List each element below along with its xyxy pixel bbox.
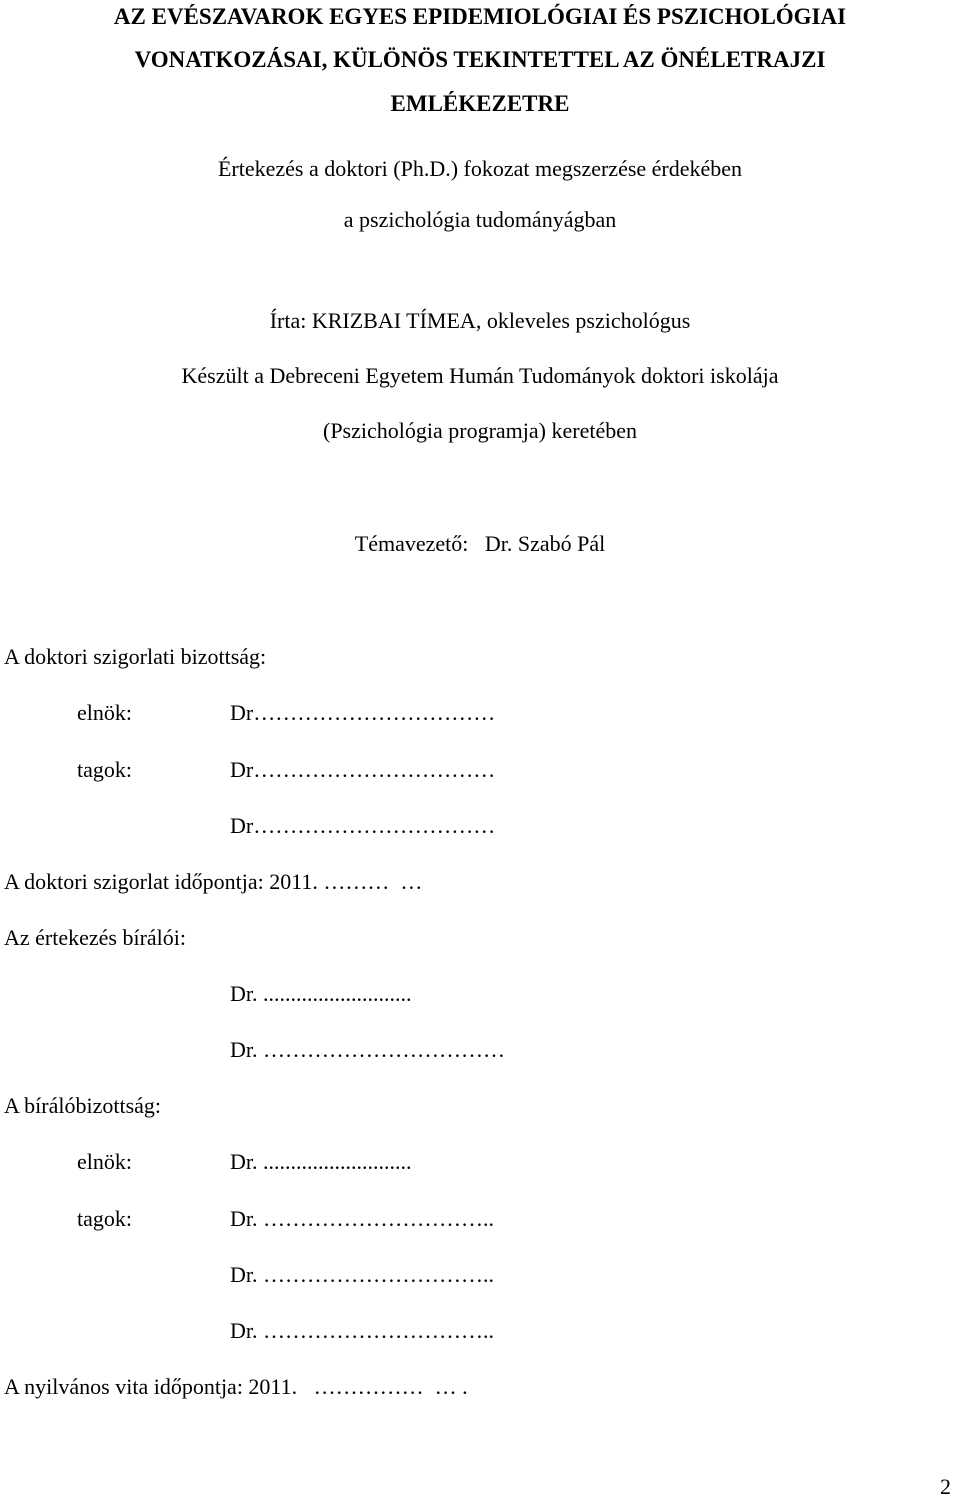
committee-member-2: Dr…………………………… (230, 813, 496, 838)
subtitle-line-2: a pszichológia tudományágban (343, 207, 617, 232)
author-line-2: Készült a Debreceni Egyetem Humán Tudományok doktori iskolája (181, 363, 779, 388)
title-line-2: VONATKOZÁSAI, KÜLÖNÖS TEKINTETTEL AZ ÖNÉLETRAJZI (134, 47, 826, 72)
subtitle-line-1: Értekezés a doktori (Ph.D.) fokozat megszerzése érdekében (217, 156, 743, 181)
title-line-1: AZ EVÉSZAVAROK EGYES EPIDEMIOLÓGIAI ÉS PSZICHOLÓGIAI (113, 4, 847, 29)
page-number: 2 (940, 1474, 951, 1499)
review-committee-member-1: Dr. ………………………….. (230, 1206, 494, 1231)
supervisor: Témavezető: Dr. Szabó Pál (354, 531, 606, 556)
reviewer-1: Dr. ........................... (230, 981, 412, 1006)
committee-chair-value: Dr…………………………… (230, 700, 496, 725)
author-line-1: Írta: KRIZBAI TÍMEA, okleveles pszichológus (269, 308, 691, 333)
reviewer-2: Dr. …………………………… (230, 1037, 505, 1062)
committee-members-label: tagok: (77, 757, 132, 782)
reviewers-heading: Az értekezés bírálói: (4, 925, 187, 950)
review-committee-chair-label: elnök: (77, 1149, 132, 1174)
review-committee-chair-value: Dr. ........................... (230, 1149, 412, 1174)
committee-member-1: Dr…………………………… (230, 757, 496, 782)
defense-date: A nyilvános vita időpontja: 2011. …………… … . (4, 1374, 468, 1399)
title-line-3: EMLÉKEZETRE (390, 91, 570, 116)
review-committee-member-3: Dr. ………………………….. (230, 1318, 494, 1343)
exam-date: A doktori szigorlat időpontja: 2011. ……… … (4, 869, 423, 894)
committee-chair-label: elnök: (77, 700, 132, 725)
review-committee-member-2: Dr. ………………………….. (230, 1262, 494, 1287)
author-line-3: (Pszichológia programja) keretében (323, 418, 637, 443)
committee-heading: A doktori szigorlati bizottság: (4, 644, 267, 669)
review-committee-members-label: tagok: (77, 1206, 132, 1231)
review-committee-heading: A bírálóbizottság: (4, 1093, 162, 1118)
